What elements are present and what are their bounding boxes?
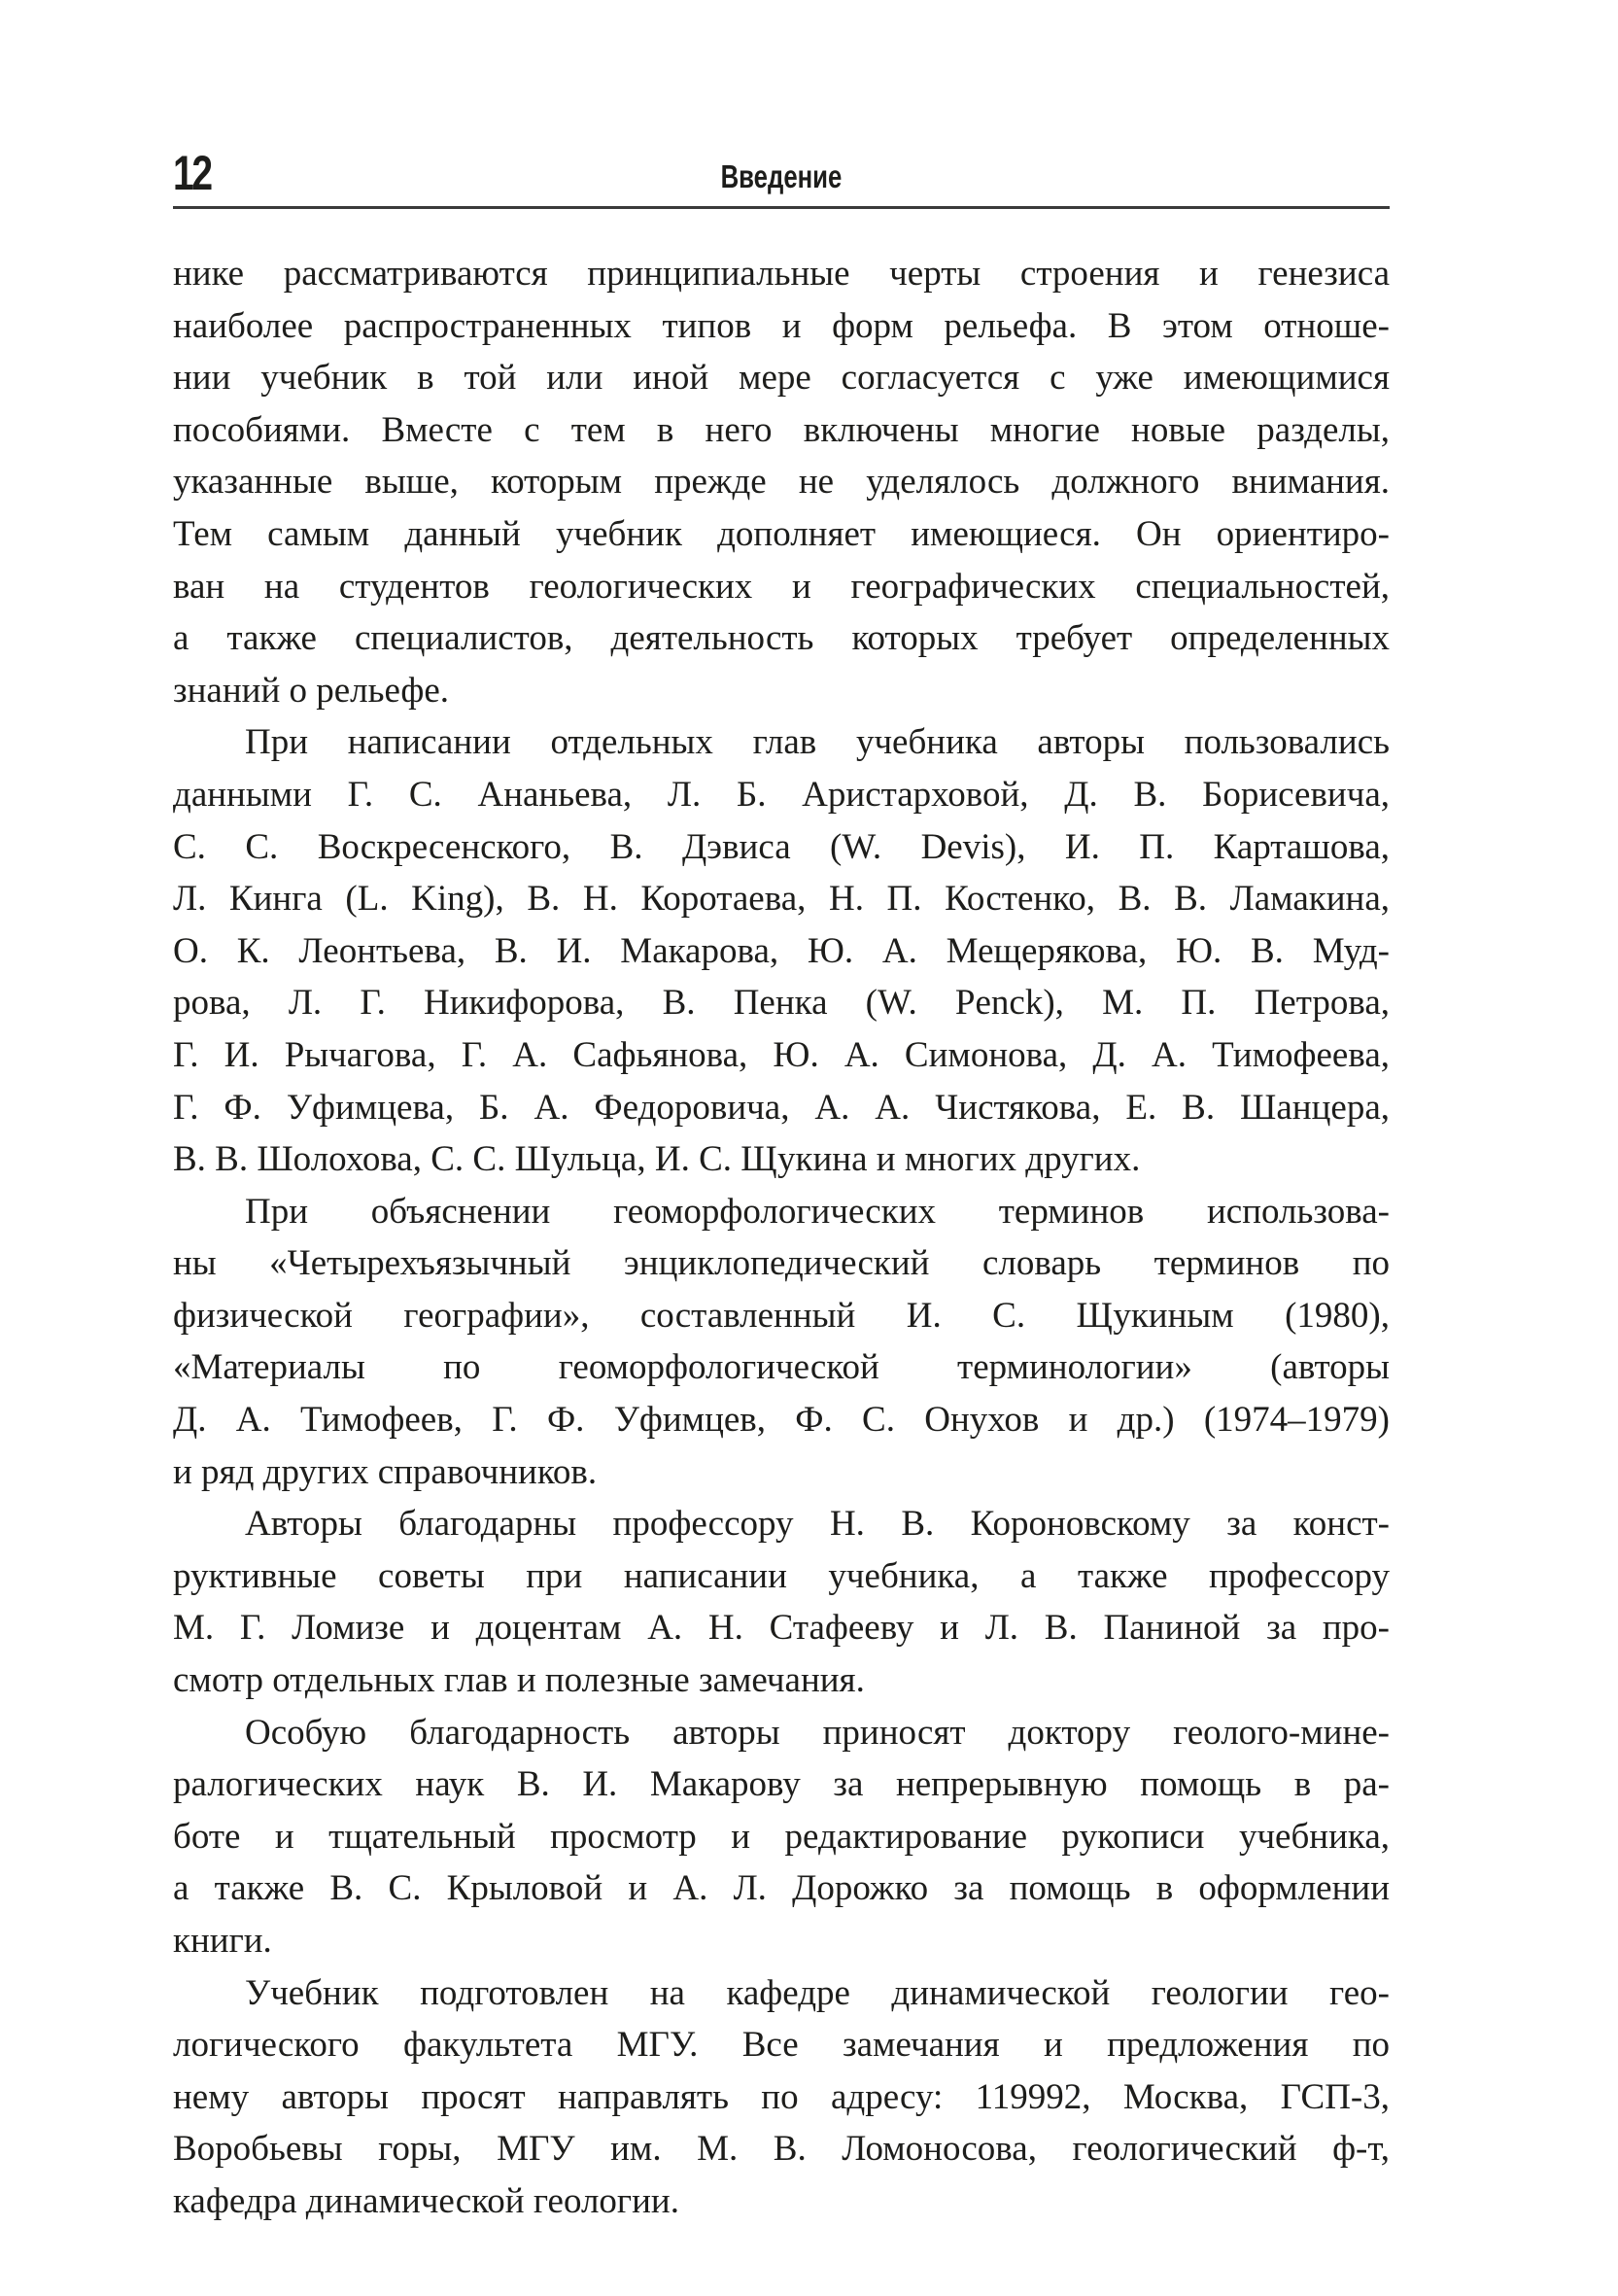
running-header [173, 146, 1390, 209]
text-line: а также специалистов, деятельность которых требует определенных [173, 618, 1390, 659]
text-line: рова, Л. Г. Никифорова, В. Пенка (W. Penck), М. П. Петрова, [173, 983, 1390, 1024]
text-line: знаний о рельефе. [173, 670, 450, 711]
text-line: Особую благодарность авторы приносят доктору геолого-мине- [245, 1712, 1390, 1753]
text-line: М. Г. Ломизе и доцентам А. Н. Стафееву и Л. В. Паниной за про- [173, 1608, 1390, 1649]
text-line: смотр отдельных глав и полезные замечания. [173, 1660, 865, 1701]
page-number: 12 [173, 146, 211, 200]
book-page [173, 146, 1390, 2228]
text-line: логического факультета МГУ. Все замечания и предложения по [173, 2025, 1390, 2066]
text-line: а также В. С. Крыловой и А. Л. Дорожко за помощь в оформлении [173, 1868, 1390, 1909]
text-line: Учебник подготовлен на кафедре динамической геологии гео- [245, 1972, 1390, 2013]
text-line: При объяснении геоморфологических терминов использова- [245, 1191, 1390, 1232]
text-line: ван на студентов геологических и географических специальностей, [173, 566, 1390, 607]
text-line: наиболее распространенных типов и форм рельефа. В этом отноше- [173, 305, 1390, 346]
text-line: «Материалы по геоморфологической терминологии» (авторы [173, 1347, 1390, 1388]
text-line: нии учебник в той или иной мере согласуется с уже имеющимися [173, 358, 1390, 399]
text-line: нему авторы просят направлять по адресу: 119992, Москва, ГСП-3, [173, 2076, 1390, 2117]
text-line: В. В. Шолохова, С. С. Шульца, И. С. Щукина и многих других. [173, 1139, 1141, 1180]
paragraph [173, 1498, 1390, 1706]
text-line: Воробьевы горы, МГУ им. М. В. Ломоносова, геологический ф-т, [173, 2129, 1390, 2170]
text-line: и ряд других справочников. [173, 1451, 598, 1492]
text-line: Г. Ф. Уфимцева, Б. А. Федоровича, А. А. Чистякова, Е. В. Шанцера, [173, 1087, 1390, 1128]
text-line: боте и тщательный просмотр и редактирование рукописи учебника, [173, 1816, 1390, 1857]
chapter-title [173, 157, 1390, 196]
text-line: данными Г. С. Ананьева, Л. Б. Аристарховой, Д. В. Борисевича, [173, 774, 1390, 815]
text-line: физической географии», составленный И. С. Щукиным (1980), [173, 1295, 1390, 1336]
text-line: Л. Кинга (L. King), В. Н. Коротаева, Н. П. Костенко, В. В. Ламакина, [173, 879, 1390, 920]
text-line: Тем самым данный учебник дополняет имеющиеся. Он ориентиро- [173, 513, 1390, 554]
text-line: Д. А. Тимофеев, Г. Ф. Уфимцев, Ф. С. Онухов и др.) (1974–1979) [173, 1400, 1390, 1441]
paragraph [173, 248, 1390, 716]
paragraph [173, 1967, 1390, 2228]
text-line: руктивные советы при написании учебника, а также профессору [173, 1555, 1390, 1596]
chapter-title-text: Введение [720, 158, 843, 194]
body-text [173, 248, 1390, 2228]
text-line: Г. И. Рычагова, Г. А. Сафьянова, Ю. А. Симонова, Д. А. Тимофеева, [173, 1034, 1390, 1075]
text-line: пособиями. Вместе с тем в него включены многие новые разделы, [173, 409, 1390, 450]
text-line: нике рассматриваются принципиальные черты строения и генезиса [173, 254, 1390, 294]
text-line: При написании отдельных глав учебника авторы пользовались [245, 722, 1390, 763]
text-line: книги. [173, 1921, 272, 1961]
text-line: Авторы благодарны профессору Н. В. Короновскому за конст- [245, 1504, 1390, 1545]
paragraph [173, 1186, 1390, 1499]
text-line: С. С. Воскресенского, В. Дэвиса (W. Devis), И. П. Карташова, [173, 826, 1390, 867]
text-line: О. К. Леонтьева, В. И. Макарова, Ю. А. Мещерякова, Ю. В. Муд- [173, 930, 1390, 971]
text-line: указанные выше, которым прежде не уделялось должного внимания. [173, 462, 1390, 503]
paragraph [173, 716, 1390, 1185]
paragraph [173, 1707, 1390, 1967]
text-line: кафедра динамической геологии. [173, 2180, 679, 2221]
text-line: ралогических наук В. И. Макарову за непрерывную помощь в ра- [173, 1764, 1390, 1805]
text-line: ны «Четырехъязычный энциклопедический словарь терминов по [173, 1243, 1390, 1284]
